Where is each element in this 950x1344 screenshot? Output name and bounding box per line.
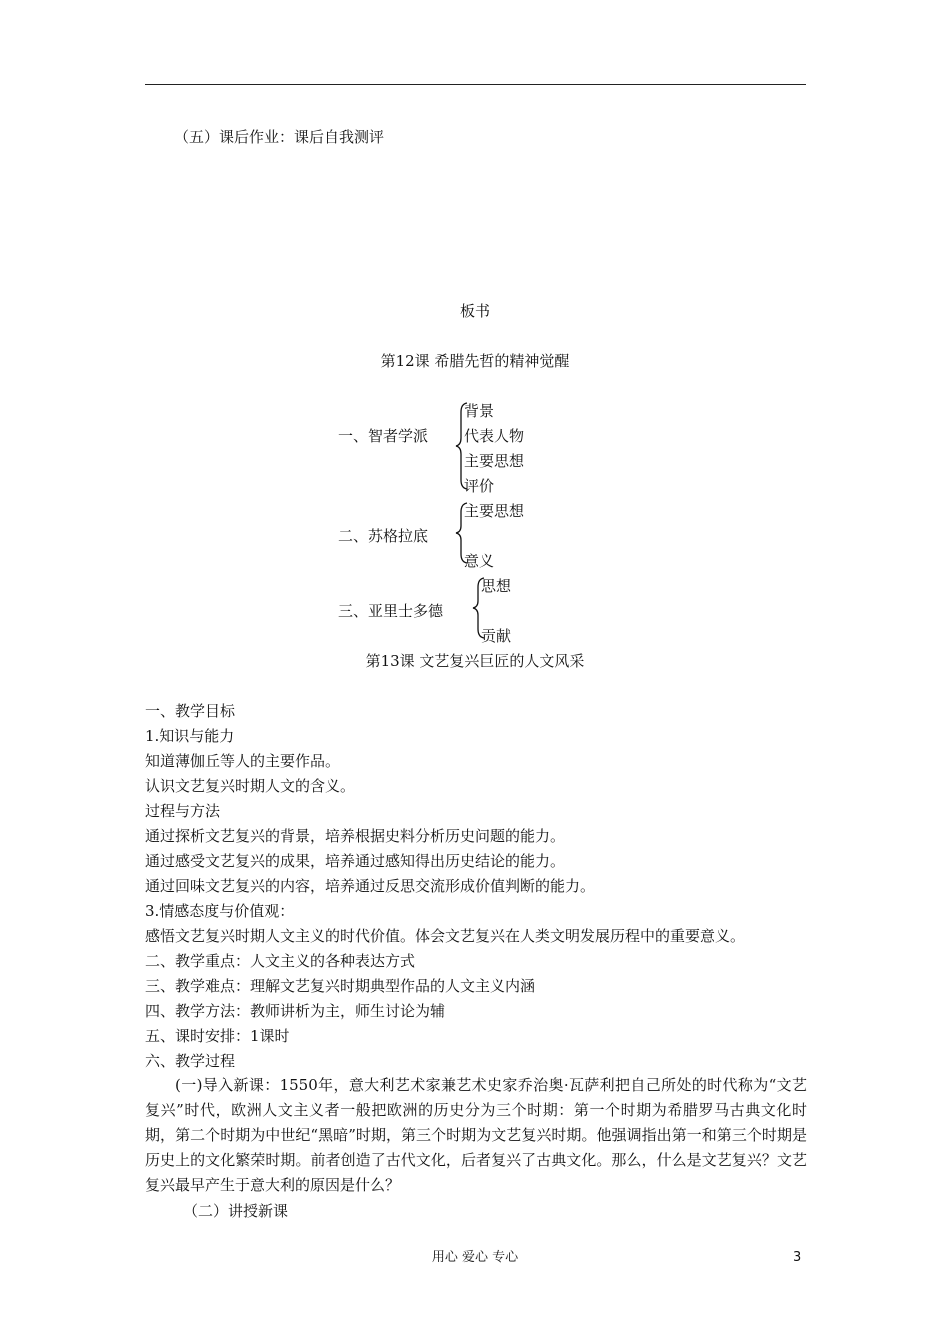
outline-item: 主要思想 [464, 452, 525, 470]
text-line: 三、教学难点：理解文艺复兴时期典型作品的人文主义内涵 [145, 977, 536, 995]
text-line: 五、课时安排：1课时 [145, 1027, 290, 1045]
text-line: 一、教学目标 [145, 702, 236, 720]
text-line: 过程与方法 [145, 802, 221, 820]
homework-line: （五）课后作业：课后自我测评 [174, 128, 385, 146]
footer-motto: 用心 爱心 专心 [431, 1250, 519, 1265]
text-line: 感悟文艺复兴时期人文主义的时代价值。体会文艺复兴在人类文明发展历程中的重要意义。 [145, 927, 746, 945]
intro-paragraph: (一)导入新课：1550年，意大利艺术家兼艺术史家乔治奥·瓦萨利把自己所处的时代称为“文艺复兴”时代，欧洲人文主义者一般把欧洲的历史分为三个时期：第一个时期为希腊罗马古典文化时期，第二个时期为中世纪“黑暗”时期，第三个时期为文艺复兴时期。他强调指出第一和第三个时期是历史上的文化繁荣时期。前者创造了古代文化，后者复兴了古典文化。那么，什么是文艺复兴？文艺复兴最早产生于意大利的原因是什么？ [145, 1076, 807, 1194]
outline-section-3-title: 三、亚里士多德 [338, 602, 444, 620]
header-rule [145, 84, 806, 85]
text-line: 通过回味文艺复兴的内容，培养通过反思交流形成价值判断的能力。 [145, 877, 596, 895]
text-line: 认识文艺复兴时期人文的含义。 [145, 777, 356, 795]
text-line: 四、教学方法：教师讲析为主，师生讨论为辅 [145, 1002, 446, 1020]
text-line: 1.知识与能力 [145, 727, 235, 745]
blackboard-heading: 板书 [459, 302, 490, 320]
text-line: 六、教学过程 [145, 1052, 236, 1070]
outline-item: 意义 [464, 552, 495, 570]
lesson13-title: 第13课 文艺复兴巨匠的人文风采 [365, 652, 585, 670]
outline-item: 思想 [481, 577, 512, 595]
outline-item: 代表人物 [464, 427, 525, 445]
outline-section-2-title: 二、苏格拉底 [338, 527, 429, 545]
text-line: 二、教学重点：人文主义的各种表达方式 [145, 952, 416, 970]
outline-item: 评价 [464, 477, 495, 495]
section-two-heading: （二）讲授新课 [183, 1202, 289, 1220]
outline-item: 贡献 [481, 627, 512, 645]
text-line: 通过感受文艺复兴的成果，培养通过感知得出历史结论的能力。 [145, 852, 566, 870]
text-line: 3.情感态度与价值观： [145, 902, 295, 920]
outline-section-1-title: 一、智者学派 [338, 427, 429, 445]
page-number: 3 [793, 1250, 802, 1265]
text-line: 通过探析文艺复兴的背景，培养根据史料分析历史问题的能力。 [145, 827, 566, 845]
outline-item: 主要思想 [464, 502, 525, 520]
outline-item: 背景 [464, 402, 495, 420]
lesson12-title: 第12课 希腊先哲的精神觉醒 [380, 352, 570, 370]
text-line: 知道薄伽丘等人的主要作品。 [145, 752, 341, 770]
